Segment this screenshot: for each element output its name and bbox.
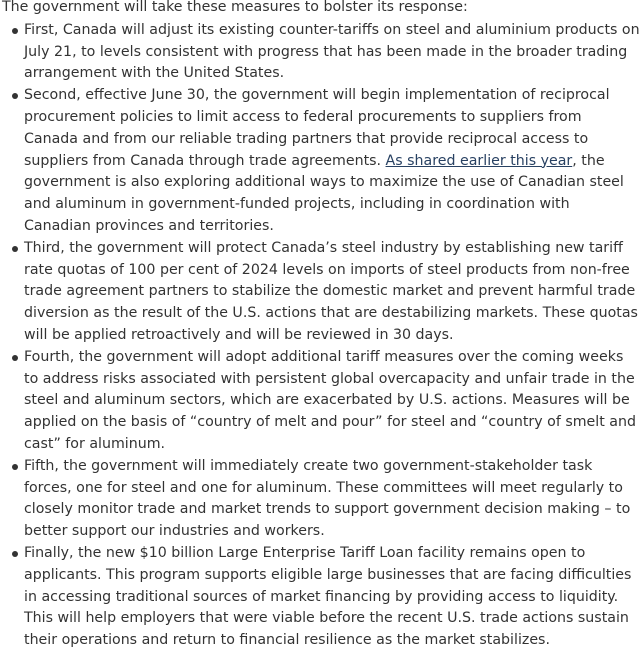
as-shared-earlier-link[interactable]: As shared earlier this year: [385, 152, 573, 169]
list-item-first: [2, 20, 640, 85]
bullet-icon: [12, 93, 18, 99]
list-item-text: First, Canada will adjust its existing counter-tariffs on steel and aluminium products on July 21, to levels consistent with progress that has been made in the broader trading arrangement with the United States.: [24, 21, 640, 82]
list-item-fourth: [2, 347, 640, 456]
list-item-text-continued: , the government is also exploring additional ways to maximize the use of Canadian steel and aluminum in government-funded projects, including in coordination with Canadian provinces and territories.: [24, 152, 624, 234]
list-item-text: Finally, the new $10 billion Large Enterprise Tariff Loan facility remains open to applicants. This program supports eligible large businesses that are facing difficulties in accessing traditional sources of market financing by providing access to liquidity. This will help employers that were viable before the recent U.S. trade actions sustain their operations and return to financial resilience as the market stabilizes.: [24, 544, 632, 649]
list-item-text: Fourth, the government will adopt additional tariff measures over the coming weeks to address risks associated with persistent global overcapacity and unfair trade in the steel and aluminum sectors, which are exacerbated by U.S. actions. Measures will be applied on the basis of “country of melt and pour” for steel and “country of smelt and cast” for aluminum.: [24, 348, 636, 452]
list-item-second: [2, 85, 640, 238]
bullet-icon: [12, 246, 18, 252]
measures-list: [2, 20, 640, 652]
bullet-icon: [12, 551, 18, 557]
list-item-text: Second, effective June 30, the government will begin implementation of reciprocal procurement policies to limit access to federal procurements to suppliers from Canada and from our reliable trading partners that provide reciprocal access to suppliers from Canada through trade agreements.: [24, 87, 610, 169]
bullet-icon: [12, 464, 18, 470]
list-item-text: Third, the government will protect Canada’s steel industry by establishing new tariff rate quotas of 100 per cent of 2024 levels on imports of steel products from non-free trade agreement partners to stabilize the domestic market and prevent harmful trade diversion as the result of the U.S. actions that are destabilizing markets. These quotas will be applied retroactively and will be reviewed in 30 days.: [24, 239, 638, 343]
list-item-fifth: [2, 456, 640, 543]
bullet-icon: [12, 28, 18, 34]
bullet-icon: [12, 355, 18, 361]
list-item-sixth: [2, 543, 640, 652]
list-item-text: Fifth, the government will immediately create two government-stakeholder task forces, one for steel and one for aluminum. These committees will meet regularly to closely monitor trade and market trends to support government decision making – to better support our industries and workers.: [24, 457, 631, 540]
list-item-third: [2, 238, 640, 347]
intro-paragraph: The government will take these measures to bolster its response:: [2, 0, 468, 15]
